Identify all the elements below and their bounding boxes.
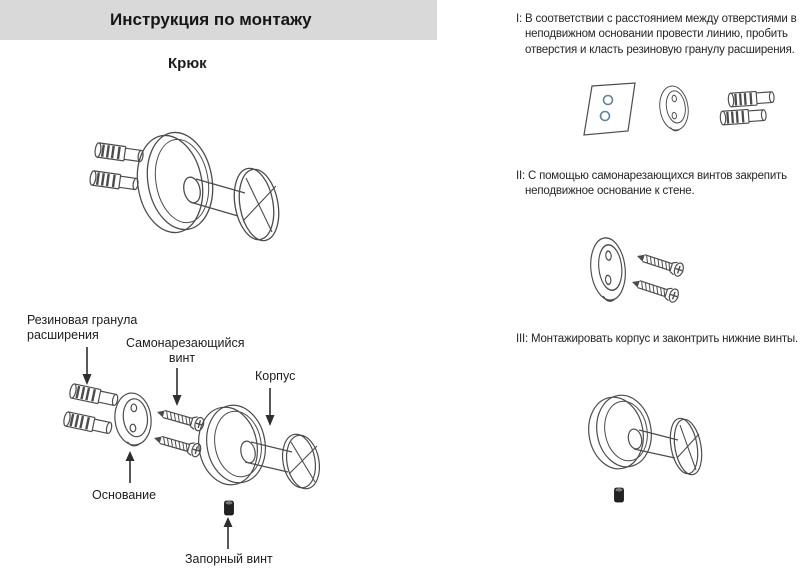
wall-plug-icon — [89, 170, 139, 191]
set-screw-icon — [225, 501, 234, 515]
assembled-hook-drawing — [88, 128, 288, 248]
base-ring-icon — [588, 236, 629, 303]
exploded-parts-drawing — [45, 378, 330, 520]
product-name: Крюк — [168, 55, 207, 72]
base-ring-icon — [657, 84, 691, 132]
step-3-svg — [588, 390, 718, 510]
step-3-drawing — [588, 390, 718, 510]
exploded-parts-svg — [45, 378, 330, 520]
wall-plug-icon — [728, 90, 775, 107]
step-1-drawing — [578, 80, 790, 142]
label-lock-screw: Запорный винт — [185, 552, 273, 566]
screw-icon — [630, 276, 680, 304]
pointer-arrow-up-icon — [124, 450, 136, 484]
pointer-arrow-up-icon — [222, 516, 234, 550]
step-2-drawing — [585, 232, 700, 310]
label-self-tapping-screw: Самонарезающийся винт — [126, 336, 245, 366]
assembled-hook-svg — [88, 128, 288, 248]
pointer-arrow-down-icon — [81, 346, 93, 386]
pointer-arrow-down-icon — [264, 387, 276, 427]
step-3-text: III: Монтажировать корпус и законтрить нижние винты. — [516, 333, 798, 345]
wall-plug-icon — [63, 411, 113, 435]
base-ring-icon — [112, 391, 153, 447]
label-base: Основание — [92, 488, 157, 502]
step-1-text: I: В соответствии с расстоянием между отверстиями в неподвижном основании провести линию, пробить отверстия и класть резиновую гранулу расширения. — [516, 13, 797, 56]
wall-plug-icon — [69, 383, 119, 407]
step-2-svg — [585, 232, 700, 310]
step-1-svg — [578, 80, 790, 142]
step-2-text: II: С помощью самонарезающихся винтов закрепить неподвижное основание к стене. — [516, 170, 787, 198]
label-expansion-plug: Резиновая гранула расширения — [27, 313, 138, 343]
page-title: Инструкция по монтажу — [110, 10, 312, 29]
set-screw-icon — [615, 488, 624, 502]
hook-body-icon — [193, 401, 324, 492]
screw-icon — [155, 405, 205, 431]
label-body: Корпус — [255, 369, 296, 383]
wall-plug-icon — [94, 142, 144, 163]
drill-template-icon — [584, 83, 635, 135]
pointer-arrow-down-icon — [171, 367, 183, 407]
hook-body-icon — [588, 391, 706, 477]
screw-icon — [635, 250, 685, 278]
screw-icon — [152, 431, 202, 457]
wall-plug-icon — [720, 108, 767, 125]
